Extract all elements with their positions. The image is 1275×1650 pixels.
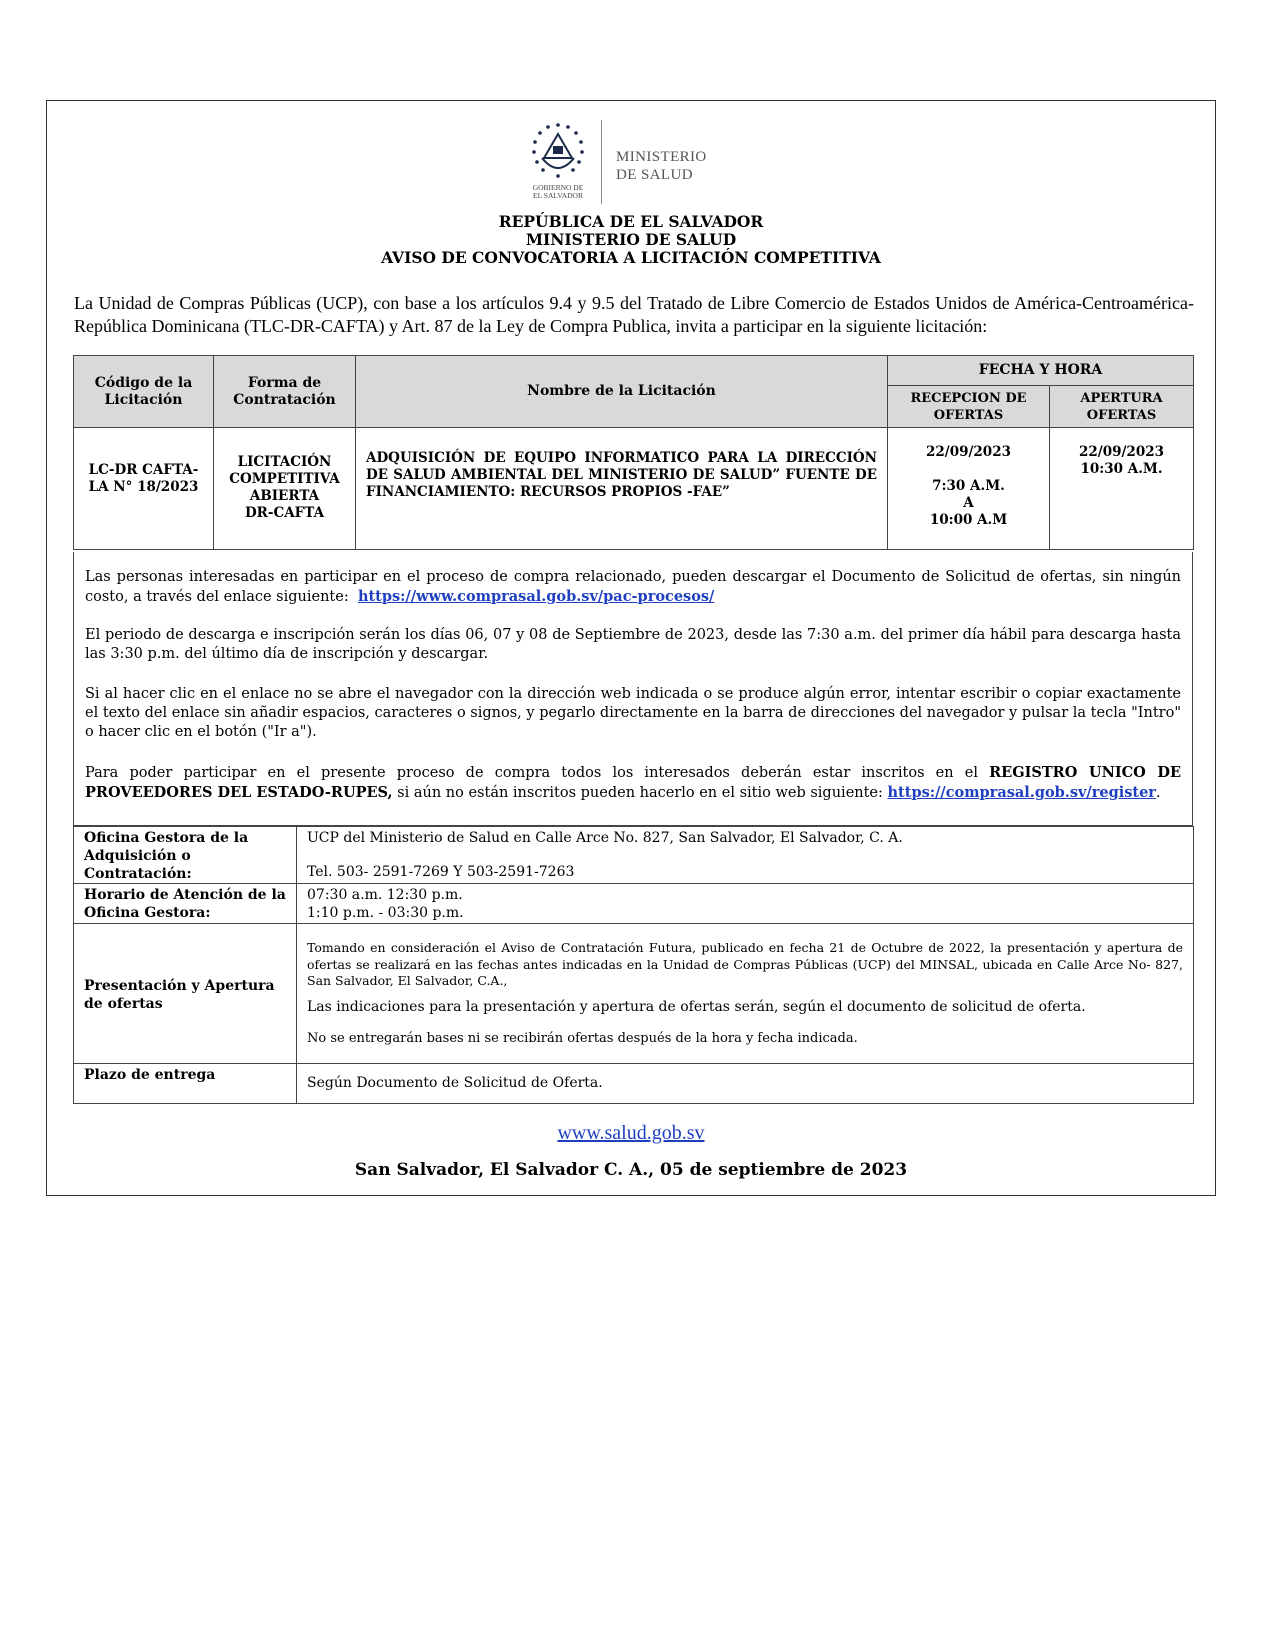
info-paragraph-rupes [85, 763, 1181, 803]
ministry-name [616, 148, 707, 184]
heading-line3: AVISO DE CONVOCATORIA A LICITACIÓN COMPETITIVA [381, 248, 881, 267]
website-line [46, 1122, 1216, 1145]
coat-of-arms-icon [520, 118, 596, 208]
plazo-value: Según Documento de Solicitud de Oferta. [297, 1064, 1194, 1104]
header-nombre: Nombre de la Licitación [356, 356, 888, 428]
info-box [73, 552, 1193, 826]
rupes-text2: si aún no están inscritos pueden hacerlo en el sitio web siguiente: [397, 785, 883, 801]
info-paragraph-download [85, 568, 1181, 607]
plazo-label: Plazo de entrega [74, 1064, 297, 1104]
heading-line1: REPÚBLICA DE EL SALVADOR [498, 212, 764, 231]
apertura-hora: 10:30 A.M. [1080, 461, 1163, 477]
horario-label: Horario de Atención de la Oficina Gestora: [74, 884, 297, 924]
presentacion-p3: No se entregarán bases ni se recibirán ofertas después de la hora y fecha indicada. [307, 1030, 858, 1046]
header-forma: Forma de Contratación [214, 356, 356, 428]
recepcion-hora1: 7:30 A.M. [932, 478, 1005, 494]
gov-line2: EL SALVADOR [533, 191, 583, 200]
codigo-line2: LA N° 18/2023 [88, 479, 199, 495]
cell-apertura [1050, 428, 1194, 550]
header-recepcion: RECEPCION DE OFERTAS [888, 386, 1050, 428]
recepcion-fecha: 22/09/2023 [925, 444, 1011, 460]
presentacion-p1: Tomando en consideración el Aviso de Contratación Futura, publicado en fecha 21 de Octubre de 2022, la presentación y apertura de ofertas se realizará en las fechas antes indicadas en la Unidad de Compras Públicas (UCP) del MINSAL, ubicada en Calle Arce No- 827, San Salvador, El Salvador, C.A., [307, 940, 1183, 988]
rupes-end: . [1155, 785, 1161, 801]
gov-line1: GOBIERNO DE [532, 183, 584, 192]
codigo-line1: LC-DR CAFTA- [88, 462, 199, 478]
header-fecha-hora: FECHA Y HORA [888, 356, 1194, 386]
horario-value [297, 884, 1194, 924]
recepcion-a: A [963, 495, 974, 511]
ministry-logo [520, 118, 720, 208]
tender-table [73, 355, 1194, 550]
presentacion-value [297, 924, 1194, 1064]
header-apertura: APERTURA OFERTAS [1050, 386, 1194, 428]
horario-line1: 07:30 a.m. 12:30 p.m. [307, 887, 463, 903]
download-text: Las personas interesadas en participar en el proceso de compra relacionado, pueden descargar el Documento de Solicitud de ofertas, sin ningún costo, a través del enlace siguiente: [85, 569, 1181, 605]
heading-line2: MINISTERIO DE SALUD [525, 230, 737, 249]
oficina-label: Oficina Gestora de la Adquisición o Contratación: [74, 827, 297, 884]
cell-recepcion [888, 428, 1050, 550]
forma-line2: COMPETITIVA [229, 471, 340, 487]
oficina-line1: UCP del Ministerio de Salud en Calle Arce No. 827, San Salvador, El Salvador, C. A. [307, 830, 903, 846]
presentacion-p2: Las indicaciones para la presentación y apertura de ofertas serán, según el documento de solicitud de oferta. [307, 998, 1086, 1015]
procesos-link[interactable]: https://www.comprasal.gob.sv/pac-procesos/ [357, 588, 715, 605]
cell-nombre: ADQUISICIÓN DE EQUIPO INFORMATICO PARA LA DIRECCIÓN DE SALUD AMBIENTAL DEL MINISTERIO DE SALUD” FUENTE DE FINANCIAMIENTO: RECURSOS PROPIOS -FAE” [356, 428, 888, 550]
ministry-line1: MINISTERIO [616, 149, 707, 165]
presentacion-label: Presentación y Apertura de ofertas [74, 924, 297, 1064]
intro-paragraph: La Unidad de Compras Públicas (UCP), con base a los artículos 9.4 y 9.5 del Tratado de Libre Comercio de Estados Unidos de América-Centroamérica-República Dominicana (TLC-DR-CAFTA) y Art. 87 de la Ley de Compra Publica, invita a participar en la siguiente licitación: [74, 293, 1194, 336]
forma-line1: LICITACIÓN [237, 454, 332, 470]
info-paragraph-period: El periodo de descarga e inscripción serán los días 06, 07 y 08 de Septiembre de 2023, desde las 7:30 a.m. del primer día hábil para descarga hasta las 3:30 p.m. del último día de inscripción y descargar. [85, 627, 1181, 662]
oficina-value [297, 827, 1194, 884]
website-link[interactable]: www.salud.gob.sv [557, 1122, 705, 1144]
ministry-line2: DE SALUD [616, 167, 693, 183]
cell-forma [214, 428, 356, 550]
oficina-line2: Tel. 503- 2591-7269 Y 503-2591-7263 [307, 864, 575, 880]
forma-line4: DR-CAFTA [244, 505, 325, 521]
cell-codigo [74, 428, 214, 550]
rupes-bold: REGISTRO UNICO DE PROVEEDORES DEL ESTADO-RUPES, [85, 764, 1182, 801]
rupes-text: Para poder participar en el presente proceso de compra todos los interesados deberán estar inscritos en el [85, 765, 978, 781]
forma-line3: ABIERTA [249, 488, 320, 504]
details-table [73, 826, 1194, 1104]
register-link[interactable]: https://comprasal.gob.sv/register [887, 784, 1156, 801]
footer-date: San Salvador, El Salvador C. A., 05 de septiembre de 2023 [354, 1160, 908, 1180]
apertura-fecha: 22/09/2023 [1079, 444, 1165, 460]
horario-line2: 1:10 p.m. - 03:30 p.m. [307, 905, 464, 921]
document-heading [46, 213, 1216, 267]
recepcion-hora2: 10:00 A.M [929, 512, 1008, 528]
logo-divider [601, 120, 602, 204]
header-codigo: Código de la Licitación [74, 356, 214, 428]
info-paragraph-help: Si al hacer clic en el enlace no se abre el navegador con la dirección web indicada o se produce algún error, intentar escribir o copiar exactamente el texto del enlace sin añadir espacios, caracteres o signos, y pegarlo directamente en la barra de direcciones del navegador y pulsar la tecla "Intro" o hacer clic en el botón ("Ir a"). [85, 686, 1181, 740]
